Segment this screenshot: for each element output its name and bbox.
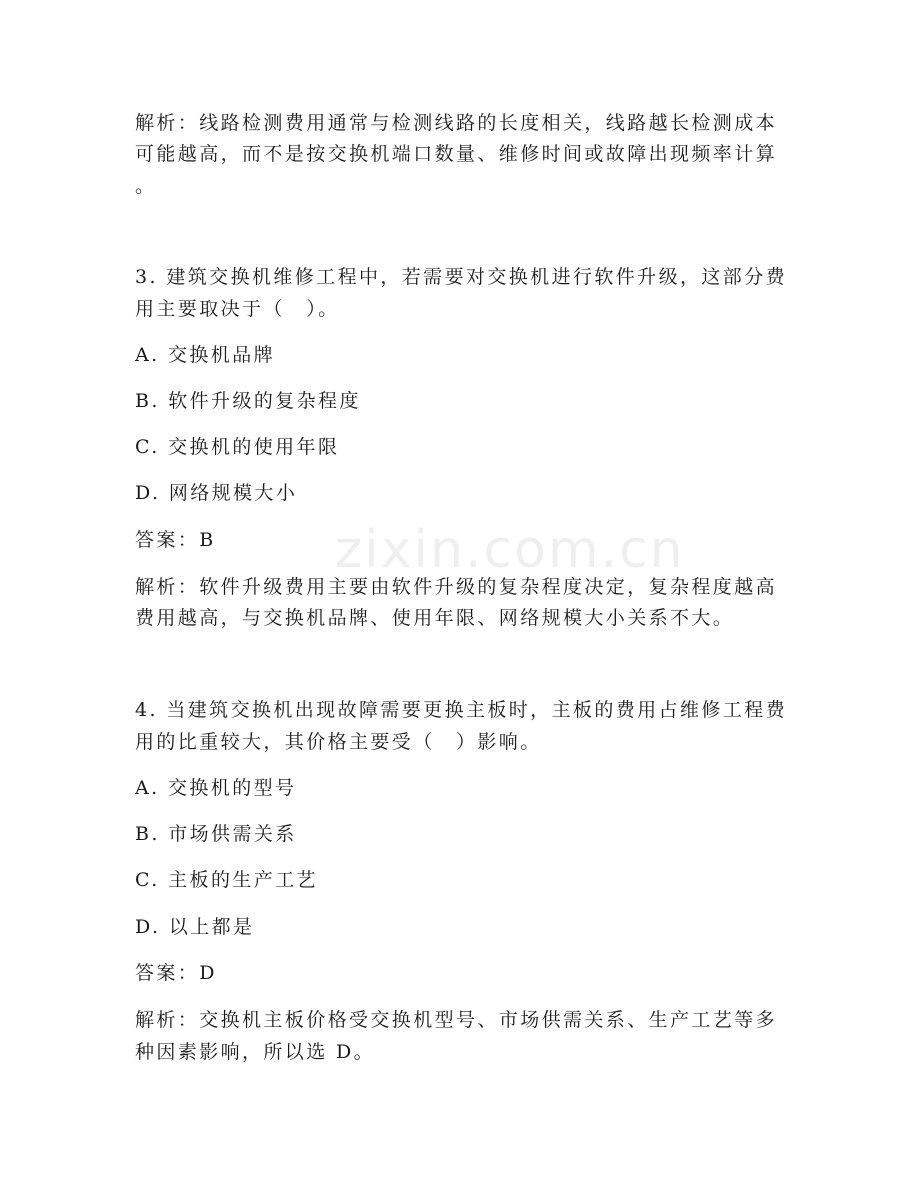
question-3-stem: 3. 建筑交换机维修工程中，若需要对交换机进行软件升级，这部分费 [135, 266, 787, 288]
question-3-analysis: 费用越高，与交换机品牌、使用年限、网络规模大小关系不大。 [135, 607, 735, 629]
question-4-stem: 4. 当建筑交换机出现故障需要更换主板时，主板的费用占维修工程费 [135, 699, 787, 721]
question-4-option-c: C. 主板的生产工艺 [135, 869, 318, 891]
question-4-analysis: 解析：交换机主板价格受交换机型号、市场供需关系、生产工艺等多 [135, 1009, 778, 1031]
question-3-stem: 用主要取决于（ ）。 [135, 298, 340, 320]
analysis-line: 可能越高，而不是按交换机端口数量、维修时间或故障出现频率计算 [135, 143, 778, 165]
question-4-option-d: D. 以上都是 [135, 916, 255, 938]
question-3-option-b: B. 软件升级的复杂程度 [135, 390, 361, 412]
analysis-line: 。 [135, 175, 157, 197]
watermark: zixin.com.cn [335, 520, 685, 580]
question-3-option-c: C. 交换机的使用年限 [135, 436, 340, 458]
question-4-option-a: A. 交换机的型号 [135, 777, 297, 799]
question-4-option-b: B. 市场供需关系 [135, 823, 297, 845]
question-4-answer: 答案：D [135, 962, 217, 984]
analysis-line: 解析：线路检测费用通常与检测线路的长度相关，线路越长检测成本 [135, 112, 778, 134]
question-4-stem: 用的比重较大，其价格主要受（ ）影响。 [135, 731, 542, 753]
question-3-analysis: 解析：软件升级费用主要由软件升级的复杂程度决定，复杂程度越高 [135, 576, 778, 598]
question-3-answer: 答案：B [135, 529, 216, 551]
question-3-option-a: A. 交换机品牌 [135, 344, 276, 366]
question-4-analysis: 种因素影响，所以选 D。 [135, 1041, 376, 1063]
question-3-option-d: D. 网络规模大小 [135, 482, 298, 504]
